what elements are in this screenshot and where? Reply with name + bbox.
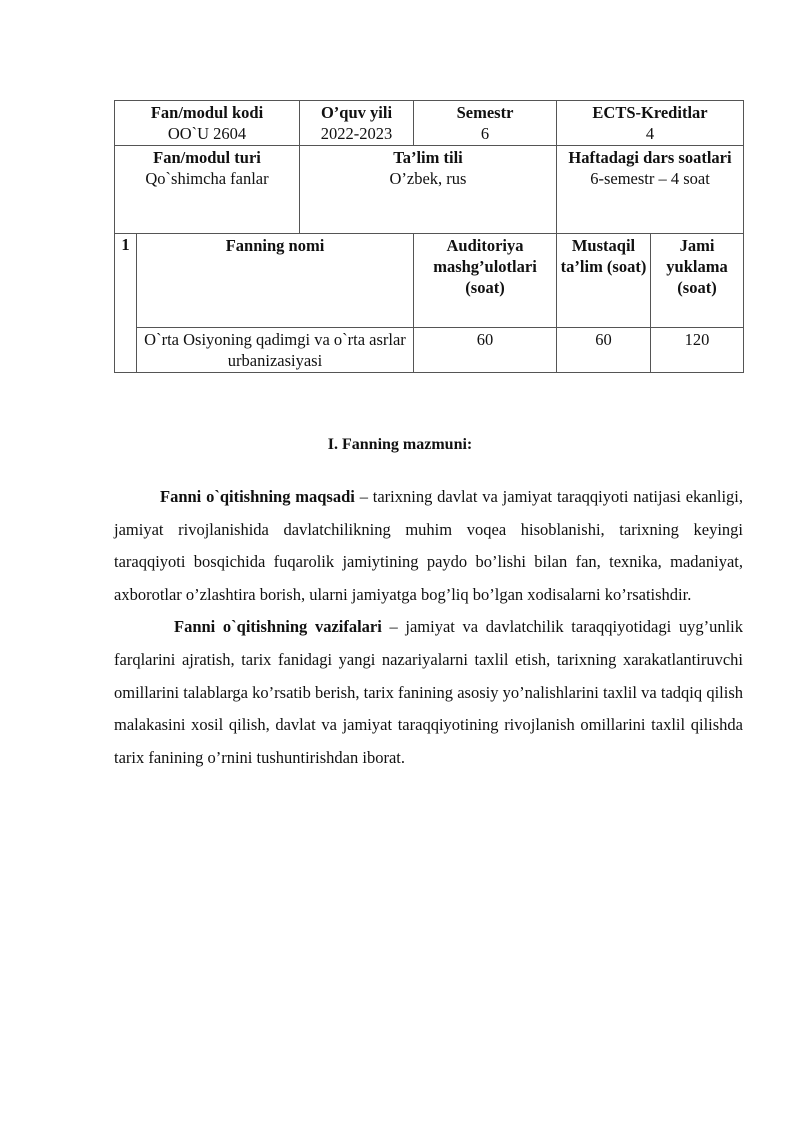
row-number: 1 [121, 235, 130, 254]
goal-text: – tarixning davlat va jamiyat taraqqiyoti natijasi ekanligi, jamiyat rivojlanishida davlatchilikning muhim voqea hisoblanishi, tarixning keyingi taraqqiyoti bosqichida fuqarolik jamiytining paydo bo’lishi bilan fan, texnika, madaniyat, axborotlar o’zlashtira borish, ularni jamiyatga bog’liq bo’lgan xodisalarni ko’rsatishdir. [114, 487, 743, 604]
weekly-hours-value: 6-semestr – 4 soat [590, 169, 710, 188]
mustaqil-header [557, 234, 651, 328]
tasks-text: – jamiyat va davlatchilik taraqqiyotidagi uyg’unlik farqlarini ajratish, tarix fanidagi yangi nazariyalarni taxlil etish, tarixning xarakatlantiruvchi omillarini talablarga ko’rsatib berish, tarix fanining asosiy yo’nalishlarini taxlil va tadqiq qilish malakasini xosil qilish, davlat va jamiyat taraqqiyotining rivojlanish omillarini taxlil qilishda tarix fanining o’rnini tushuntirishdan iborat. [114, 617, 744, 767]
tasks-lead: Fanni o`qitishning vazifalari [174, 617, 382, 637]
jami-value: 120 [684, 330, 710, 349]
subject-name-label: Fanning nomi [225, 236, 325, 255]
weekly-hours-cell [557, 146, 744, 234]
language-label: Ta’lim tili [393, 148, 463, 167]
auditoriya-value: 60 [476, 330, 494, 349]
course-info-table [114, 100, 744, 373]
module-code-value: OO`U 2604 [167, 124, 247, 143]
mustaqil-cell [557, 328, 651, 373]
mustaqil-label: Mustaqil ta’lim (soat) [560, 236, 647, 276]
module-code-label: Fan/modul kodi [150, 103, 264, 122]
ects-credits-label: ECTS-Kreditlar [592, 103, 708, 122]
goal-paragraph [114, 481, 743, 611]
goal-lead: Fanni o`qitishning maqsadi [160, 487, 355, 506]
ects-credits-value: 4 [645, 124, 655, 143]
tasks-paragraph [114, 611, 743, 774]
weekly-hours-label: Haftadagi dars soatlari [568, 148, 732, 167]
jami-label: Jami yuklama (soat) [666, 236, 728, 297]
language-cell [300, 146, 557, 234]
table-row [115, 101, 744, 146]
mustaqil-value: 60 [595, 330, 612, 349]
module-type-cell [115, 146, 300, 234]
module-type-label: Fan/modul turi [153, 148, 261, 167]
table-row [115, 234, 744, 328]
table-row [115, 146, 744, 234]
table-row [115, 328, 744, 373]
section-heading: I. Fanning mazmuni: [327, 436, 473, 453]
jami-cell [651, 328, 744, 373]
auditoriya-header [414, 234, 557, 328]
semester-cell [414, 101, 557, 146]
auditoriya-label: Auditoriya mashg’ulotlari (soat) [433, 236, 537, 297]
semester-label: Semestr [456, 103, 514, 122]
row-number-cell [115, 234, 137, 373]
semester-value: 6 [480, 124, 490, 143]
academic-year-value: 2022-2023 [320, 124, 393, 143]
module-code-cell [115, 101, 300, 146]
subject-name-cell [137, 328, 414, 373]
ects-credits-cell [557, 101, 744, 146]
jami-header [651, 234, 744, 328]
language-value: O’zbek, rus [389, 169, 467, 188]
auditoriya-cell [414, 328, 557, 373]
module-type-value: Qo`shimcha fanlar [145, 169, 269, 188]
subject-name-value: O`rta Osiyoning qadimgi va o`rta asrlar urbanizasiyasi [144, 330, 406, 370]
subject-name-header [137, 234, 414, 328]
body-text [114, 481, 743, 774]
academic-year-cell [300, 101, 414, 146]
academic-year-label: O’quv yili [320, 103, 393, 122]
